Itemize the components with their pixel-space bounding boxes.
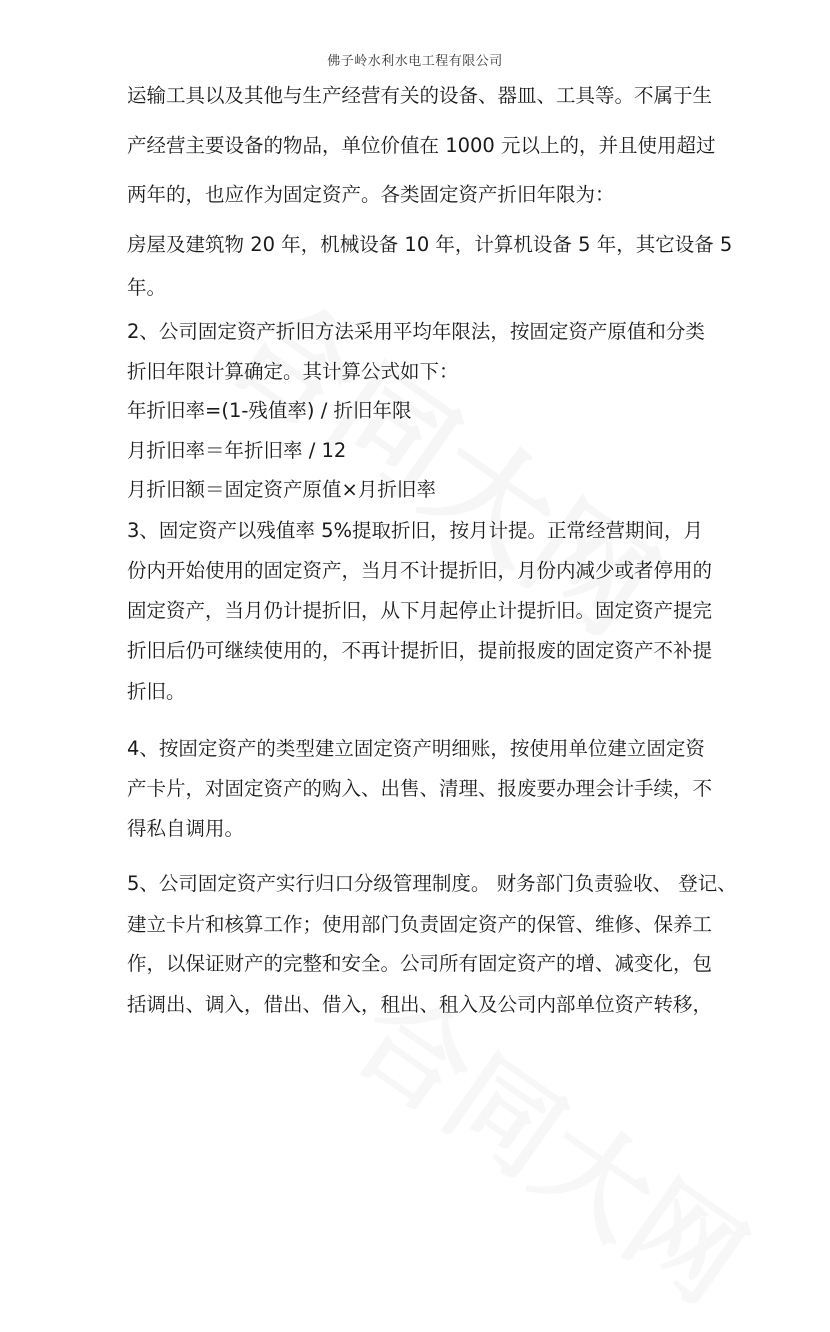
paragraph-line: 折旧年限计算确定。其计算公式如下：	[127, 360, 459, 383]
paragraph-line: 建立卡片和核算工作；使用部门负责固定资产的保管、维修、保养工	[127, 913, 713, 936]
paragraph-line: 3、固定资产以残值率 5%提取折旧，按月计提。正常经营期间，月	[127, 519, 704, 542]
paragraph-line: 2、公司固定资产折旧方法采用平均年限法，按固定资产原值和分类	[127, 320, 705, 343]
paragraph-line: 括调出、调入，借出、借入，租出、租入及公司内部单位资产转移，	[127, 993, 713, 1016]
paragraph-line: 5、公司固定资产实行归口分级管理制度。 财务部门负责验收、 登记、	[127, 872, 737, 895]
formula-line: 年折旧率=(1-残值率) / 折旧年限	[127, 399, 412, 422]
paragraph-line: 固定资产，当月仍计提折旧，从下月起停止计提折旧。固定资产提完	[127, 599, 713, 622]
paragraph-line: 房屋及建筑物 20 年，机械设备 10 年，计算机设备 5 年，其它设备 5	[127, 233, 733, 256]
paragraph-line: 折旧。	[127, 680, 186, 703]
formula-line: 月折旧额＝固定资产原值×月折旧率	[127, 478, 436, 501]
formula-line: 月折旧率＝年折旧率 / 12	[127, 439, 347, 462]
paragraph-line: 折旧后仍可继续使用的，不再计提折旧，提前报废的固定资产不补提	[127, 639, 713, 662]
paragraph-line: 年。	[127, 276, 167, 299]
paragraph-line: 产卡片，对固定资产的购入、出售、清理、报废要办理会计手续，不	[127, 777, 713, 800]
paragraph-line: 份内开始使用的固定资产，当月不计提折旧，月份内减少或者停用的	[127, 559, 713, 582]
page-header: 佛子岭水利水电工程有限公司	[327, 54, 503, 69]
paragraph-line: 两年的，也应作为固定资产。各类固定资产折旧年限为：	[127, 183, 615, 206]
paragraph-line: 得私自调用。	[127, 817, 245, 840]
paragraph-line: 4、按固定资产的类型建立固定资产明细账，按使用单位建立固定资	[127, 737, 705, 760]
paragraph-line: 作，以保证财产的完整和安全。公司所有固定资产的增、减变化，包	[127, 952, 713, 975]
paragraph-line: 产经营主要设备的物品，单位价值在 1000 元以上的，并且使用超过	[127, 134, 716, 157]
paragraph-line: 运输工具以及其他与生产经营有关的设备、器皿、工具等。不属于生	[127, 84, 713, 107]
